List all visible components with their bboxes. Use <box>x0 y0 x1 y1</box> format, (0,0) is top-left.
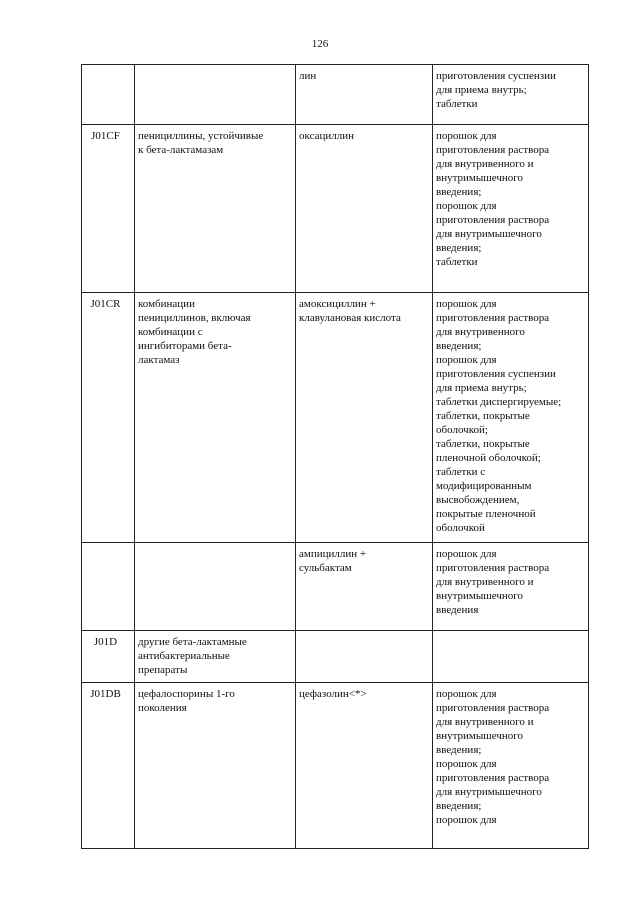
cell-text-line: приготовления раствора <box>436 312 550 324</box>
cell-text-line: приготовления суспензии <box>436 368 556 380</box>
cell-text-line: модифицированным <box>436 480 532 492</box>
drug-name-cell <box>296 543 433 631</box>
cell-text-line: для приема внутрь; <box>436 382 527 394</box>
cell-text-line: покрытые пленочной <box>436 508 536 520</box>
dosage-forms-cell <box>433 293 589 543</box>
cell-text-line: к бета-лактамазам <box>138 144 224 156</box>
cell-text-line: препараты <box>138 664 188 676</box>
cell-text-line: порошок для <box>436 688 497 700</box>
dosage-forms-cell <box>433 65 589 125</box>
table-row <box>82 125 589 293</box>
cell-text-line: таблетки, покрытые <box>436 438 530 450</box>
cell-text-line: внутримышечного <box>436 730 523 742</box>
cell-text-line: порошок для <box>436 758 497 770</box>
cell-text-line: порошок для <box>436 130 497 142</box>
cell-text-line: оболочкой; <box>436 424 488 436</box>
cell-text-line: ингибиторами бета- <box>138 340 232 352</box>
drug-name-cell <box>296 293 433 543</box>
cell-text-line: введения <box>436 604 479 616</box>
cell-text-line: введения; <box>436 186 482 198</box>
anatomic-therapeutic-group-cell <box>135 65 296 125</box>
cell-text-line: введения; <box>436 340 482 352</box>
cell-text-line: для внутримышечного <box>436 228 542 240</box>
medication-table <box>81 64 589 849</box>
drug-name-cell <box>296 125 433 293</box>
cell-text-line: поколения <box>138 702 187 714</box>
cell-text-line: внутримышечного <box>436 590 523 602</box>
cell-text-line: порошок для <box>436 298 497 310</box>
atc-code-cell <box>82 543 135 631</box>
table-row <box>82 65 589 125</box>
cell-text-line: таблетки <box>436 256 478 268</box>
dosage-forms-cell <box>433 631 589 683</box>
cell-text-line: пенициллинов, включая <box>138 312 251 324</box>
cell-text-line: лин <box>299 70 317 82</box>
atc-code-cell <box>82 65 135 125</box>
cell-text-line: внутримышечного <box>436 172 523 184</box>
cell-text-line: другие бета-лактамные <box>138 636 247 648</box>
atc-code-cell: J01CF <box>82 125 135 293</box>
cell-text-line: высвобождением, <box>436 494 520 506</box>
cell-text-line: приготовления суспензии <box>436 70 556 82</box>
cell-text-line: приготовления раствора <box>436 562 550 574</box>
atc-code-cell: J01CR <box>82 293 135 543</box>
cell-text-line: для внутривенного <box>436 326 525 338</box>
cell-text-line: для приема внутрь; <box>436 84 527 96</box>
cell-text-line: таблетки с <box>436 466 486 478</box>
cell-text-line: приготовления раствора <box>436 144 550 156</box>
anatomic-therapeutic-group-cell <box>135 631 296 683</box>
drug-name-cell <box>296 631 433 683</box>
cell-text-line: ампициллин + <box>299 548 367 560</box>
drug-name-cell <box>296 65 433 125</box>
dosage-forms-cell <box>433 543 589 631</box>
cell-text-line: комбинации <box>138 298 195 310</box>
anatomic-therapeutic-group-cell <box>135 293 296 543</box>
anatomic-therapeutic-group-cell <box>135 543 296 631</box>
cell-text-line: пленочной оболочкой; <box>436 452 541 464</box>
cell-text-line: оксациллин <box>299 130 354 142</box>
table-row <box>82 631 589 683</box>
cell-text-line: порошок для <box>436 354 497 366</box>
table-row <box>82 683 589 849</box>
cell-text-line: цефалоспорины 1-го <box>138 688 235 700</box>
cell-text-line: для внутривенного и <box>436 158 534 170</box>
cell-text-line: лактамаз <box>138 354 180 366</box>
cell-text-line: таблетки диспергируемые; <box>436 396 562 408</box>
drug-name-cell <box>296 683 433 849</box>
dosage-forms-cell <box>433 683 589 849</box>
table-row <box>82 293 589 543</box>
anatomic-therapeutic-group-cell <box>135 125 296 293</box>
atc-code-cell: J01D <box>82 631 135 683</box>
anatomic-therapeutic-group-cell <box>135 683 296 849</box>
cell-text-line: приготовления раствора <box>436 772 550 784</box>
cell-text-line: порошок для <box>436 200 497 212</box>
cell-text-line: комбинации с <box>138 326 203 338</box>
cell-text-line: оболочкой <box>436 522 485 534</box>
cell-text-line: для внутримышечного <box>436 786 542 798</box>
atc-code-cell: J01DB <box>82 683 135 849</box>
cell-text-line: порошок для <box>436 548 497 560</box>
cell-text-line: порошок для <box>436 814 497 826</box>
dosage-forms-cell <box>433 125 589 293</box>
table-body <box>82 65 589 849</box>
cell-text-line: введения; <box>436 744 482 756</box>
cell-text-line: клавулановая кислота <box>299 312 401 324</box>
table-row <box>82 543 589 631</box>
cell-text-line: антибактериальные <box>138 650 230 662</box>
cell-text-line: цефазолин<*> <box>299 688 367 700</box>
cell-text-line: для внутривенного и <box>436 576 534 588</box>
cell-text-line: введения; <box>436 242 482 254</box>
page-number: 126 <box>311 38 329 50</box>
cell-text-line: амоксициллин + <box>299 298 376 310</box>
cell-text-line: приготовления раствора <box>436 214 550 226</box>
cell-text-line: приготовления раствора <box>436 702 550 714</box>
cell-text-line: таблетки <box>436 98 478 110</box>
cell-text-line: сульбактам <box>299 562 352 574</box>
cell-text-line: таблетки, покрытые <box>436 410 530 422</box>
cell-text-line: для внутривенного и <box>436 716 534 728</box>
cell-text-line: пенициллины, устойчивые <box>138 130 264 142</box>
cell-text-line: введения; <box>436 800 482 812</box>
